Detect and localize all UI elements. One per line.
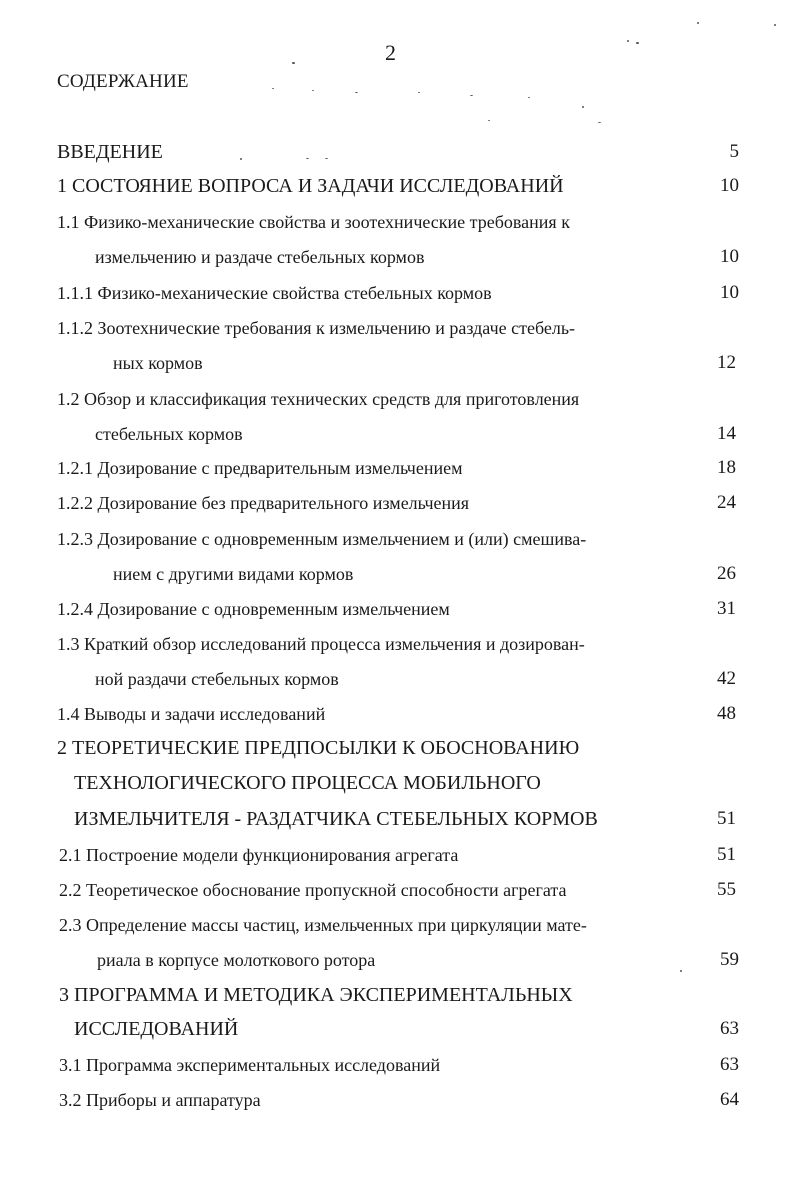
toc-entry-text: 1.1.2 Зоотехнические требования к измельчению и раздаче стебель- bbox=[57, 318, 576, 338]
toc-entry-1-2-line2[interactable] bbox=[57, 421, 739, 447]
toc-entry-1-2-1[interactable] bbox=[57, 455, 739, 481]
scan-speck bbox=[306, 158, 309, 159]
toc-entry-chapter-3-line2[interactable] bbox=[59, 1016, 739, 1042]
toc-entry-1-1-line1[interactable] bbox=[57, 209, 739, 235]
toc-entry-text: 1.2.2 Дозирование без предварительного измельчения bbox=[57, 493, 470, 513]
toc-entry-text: 1.3 Краткий обзор исследований процесса измельчения и дозирован- bbox=[57, 634, 585, 654]
toc-entry-2-3-line2[interactable] bbox=[59, 947, 739, 973]
scan-speck bbox=[582, 106, 584, 108]
toc-entry-1-1-2-line1[interactable] bbox=[57, 315, 739, 341]
toc-entry-page: 42 bbox=[717, 668, 736, 689]
scan-speck bbox=[312, 90, 314, 91]
toc-entry-page: 14 bbox=[717, 423, 736, 444]
toc-entry-1-2-4[interactable] bbox=[57, 596, 739, 622]
toc-entry-text: ТЕХНОЛОГИЧЕСКОГО ПРОЦЕССА МОБИЛЬНОГО bbox=[74, 772, 541, 794]
toc-entry-1-1-1[interactable] bbox=[57, 280, 739, 306]
toc-entry-page: 55 bbox=[717, 879, 736, 900]
toc-entry-2-3-line1[interactable] bbox=[59, 912, 739, 938]
toc-entry-chapter-2-line2[interactable] bbox=[57, 770, 739, 796]
scan-speck bbox=[470, 95, 473, 96]
toc-entry-2-2[interactable] bbox=[59, 877, 739, 903]
toc-entry-page: 10 bbox=[720, 175, 739, 196]
toc-entry-1-2-3-line2[interactable] bbox=[57, 561, 739, 587]
toc-entry-text: ИЗМЕЛЬЧИТЕЛЯ - РАЗДАТЧИКА СТЕБЕЛЬНЫХ КОРМОВ bbox=[74, 808, 598, 830]
toc-entry-text: измельчению и раздаче стебельных кормов bbox=[95, 247, 425, 267]
toc-entry-page: 18 bbox=[717, 457, 736, 478]
toc-entry-text: 1.2.1 Дозирование с предварительным измельчением bbox=[57, 458, 463, 478]
toc-entry-3-2[interactable] bbox=[59, 1087, 739, 1113]
toc-entry-text: 1.1 Физико-механические свойства и зоотехнические требования к bbox=[57, 212, 570, 232]
toc-entry-text: стебельных кормов bbox=[95, 424, 243, 444]
toc-entry-page: 63 bbox=[720, 1018, 739, 1039]
toc-entry-page: 10 bbox=[720, 282, 739, 303]
toc-entry-page: 64 bbox=[720, 1089, 739, 1110]
scan-speck bbox=[774, 24, 776, 26]
toc-heading: СОДЕРЖАНИЕ bbox=[57, 71, 189, 92]
toc-entry-1-2-3-line1[interactable] bbox=[57, 526, 739, 552]
toc-entry-text: 3.2 Приборы и аппаратура bbox=[59, 1090, 261, 1110]
toc-entry-text: 3 ПРОГРАММА И МЕТОДИКА ЭКСПЕРИМЕНТАЛЬНЫХ bbox=[59, 984, 573, 1006]
toc-entry-text: 1.2.4 Дозирование с одновременным измельчением bbox=[57, 599, 450, 619]
scan-speck bbox=[488, 120, 490, 121]
toc-entry-page: 24 bbox=[717, 492, 736, 513]
toc-entry-page: 48 bbox=[717, 703, 736, 724]
toc-entry-2-1[interactable] bbox=[59, 842, 739, 868]
toc-entry-chapter-3-line1[interactable] bbox=[59, 982, 739, 1008]
page-number: 2 bbox=[385, 40, 396, 65]
toc-entry-text: 1.4 Выводы и задачи исследований bbox=[57, 704, 326, 724]
toc-entry-1-1-line2[interactable] bbox=[57, 244, 739, 270]
toc-entry-text: 1 СОСТОЯНИЕ ВОПРОСА И ЗАДАЧИ ИССЛЕДОВАНИЙ bbox=[57, 175, 564, 197]
toc-entry-page: 5 bbox=[729, 141, 739, 162]
toc-entry-page: 51 bbox=[717, 844, 736, 865]
toc-entry-text: нием с другими видами кормов bbox=[113, 564, 354, 584]
toc-entry-1-2-2[interactable] bbox=[57, 490, 739, 516]
scan-speck bbox=[355, 92, 358, 93]
scan-speck bbox=[418, 92, 420, 93]
toc-entry-text: ной раздачи стебельных кормов bbox=[95, 669, 339, 689]
toc-entry-text: ных кормов bbox=[113, 353, 203, 373]
toc-entry-1-3-line2[interactable] bbox=[57, 666, 739, 692]
scan-speck bbox=[240, 158, 242, 160]
scan-speck bbox=[272, 88, 274, 89]
toc-entry-page: 12 bbox=[717, 352, 736, 373]
toc-entry-page: 26 bbox=[717, 563, 736, 584]
scan-speck bbox=[697, 22, 699, 24]
toc-entry-1-1-2-line2[interactable] bbox=[57, 350, 739, 376]
toc-entry-text: 2.1 Построение модели функционирования агрегата bbox=[59, 845, 459, 865]
toc-entry-page: 31 bbox=[717, 598, 736, 619]
scan-speck bbox=[528, 97, 530, 98]
toc-entry-page: 59 bbox=[720, 949, 739, 970]
toc-entry-text: 1.2 Обзор и классификация технических средств для приготовления bbox=[57, 389, 580, 409]
toc-entry-chapter-2-line1[interactable] bbox=[57, 735, 739, 761]
toc-entry-text: ВВЕДЕНИЕ bbox=[57, 141, 163, 163]
scan-speck bbox=[680, 970, 682, 972]
toc-entry-chapter-1[interactable] bbox=[57, 173, 739, 199]
toc-entry-page: 51 bbox=[717, 808, 736, 829]
toc-entry-1-4[interactable] bbox=[57, 701, 739, 727]
toc-entry-text: 2 ТЕОРЕТИЧЕСКИЕ ПРЕДПОСЫЛКИ К ОБОСНОВАНИЮ bbox=[57, 737, 580, 759]
toc-entry-page: 10 bbox=[720, 246, 739, 267]
toc-entry-text: 2.3 Определение массы частиц, измельченных при циркуляции мате- bbox=[59, 915, 587, 935]
toc-entry-text: риала в корпусе молоткового ротора bbox=[97, 950, 376, 970]
scan-speck bbox=[627, 40, 629, 42]
toc-entry-page: 63 bbox=[720, 1054, 739, 1075]
toc-entry-intro[interactable] bbox=[57, 139, 739, 165]
toc-entry-text: 2.2 Теоретическое обоснование пропускной способности агрегата bbox=[59, 880, 567, 900]
toc-entry-1-3-line1[interactable] bbox=[57, 631, 739, 657]
toc-entry-text: ИССЛЕДОВАНИЙ bbox=[74, 1018, 239, 1040]
toc-entry-3-1[interactable] bbox=[59, 1052, 739, 1078]
toc-entry-chapter-2-line3[interactable] bbox=[57, 806, 739, 832]
toc-entry-text: 3.1 Программа экспериментальных исследований bbox=[59, 1055, 441, 1075]
scan-speck bbox=[636, 42, 639, 44]
toc-entry-text: 1.2.3 Дозирование с одновременным измельчением и (или) смешива- bbox=[57, 529, 587, 549]
scan-speck bbox=[325, 158, 328, 159]
scan-speck bbox=[292, 62, 295, 64]
scan-speck bbox=[598, 122, 601, 123]
toc-entry-text: 1.1.1 Физико-механические свойства стебельных кормов bbox=[57, 283, 492, 303]
toc-entry-1-2-line1[interactable] bbox=[57, 386, 739, 412]
